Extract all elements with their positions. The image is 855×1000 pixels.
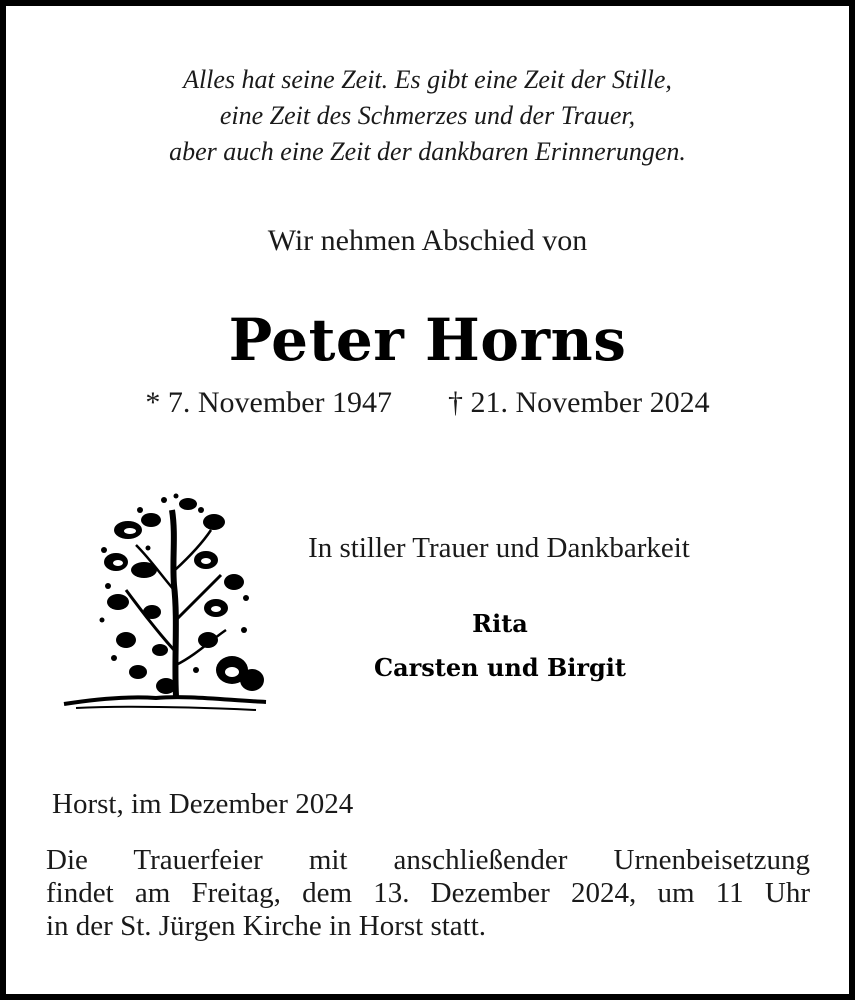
farewell-intro: Wir nehmen Abschied von [267,224,588,257]
life-dates [6,386,849,420]
family-names [294,602,706,690]
family-member: Rita [472,609,528,638]
funeral-line: in der St. Jürgen Kirche in Horst statt. [46,910,487,942]
poem-verse [6,62,849,170]
poem-line: aber auch eine Zeit der dankbaren Erinnerungen. [169,137,686,166]
place-date: Horst, im Dezember 2024 [52,788,354,820]
birth-date: * 7. November 1947 [145,386,392,419]
funeral-info [46,844,810,943]
tree-illustration-icon [56,490,268,722]
death-date: † 21. November 2024 [448,386,710,419]
poem-line: eine Zeit des Schmerzes und der Trauer, [219,101,636,130]
funeral-line: findet am Freitag, dem 13. Dezember 2024, um 11 Uhr [46,877,810,909]
funeral-line: Die Trauerfeier mit anschließender Urnenbeisetzung [46,844,810,876]
poem-line: Alles hat seine Zeit. Es gibt eine Zeit der Stille, [183,65,672,94]
mourning-phrase: In stiller Trauer und Dankbarkeit [308,532,690,564]
family-member: Carsten und Birgit [373,653,627,682]
deceased-name: Peter Horns [228,306,627,374]
